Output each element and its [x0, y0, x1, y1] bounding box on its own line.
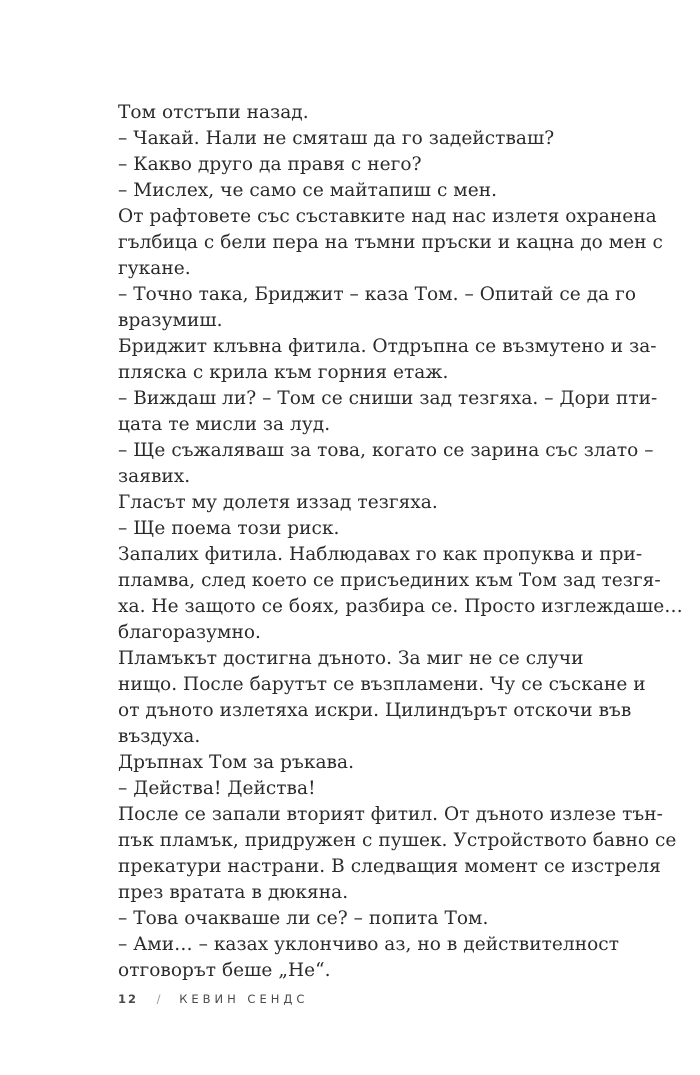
footer-separator: / — [156, 992, 161, 1006]
author-name: КЕВИН СЕНДС — [179, 992, 309, 1006]
text-line: нищо. После барутът се възпламени. Чу се съскане и — [118, 674, 646, 695]
text-line: – Ами… – казах уклончиво аз, но в действителност — [118, 934, 619, 955]
text-line: Том отстъпи назад. — [118, 102, 309, 123]
text-line: ха. Не защото се боях, разбира се. Просто изглеждаше… — [118, 596, 683, 617]
text-line: Дръпнах Том за ръкава. — [118, 752, 355, 773]
text-line: – Действа! Действа! — [118, 778, 316, 799]
text-line: вразумиш. — [118, 310, 223, 331]
text-line: – Това очакваше ли се? – попита Том. — [118, 908, 489, 929]
page-footer — [118, 992, 308, 1006]
text-line: благоразумно. — [118, 622, 261, 643]
text-line: – Мислех, че само се майтапиш с мен. — [118, 180, 498, 201]
text-line: пламва, след което се присъединих към Том зад тезгя- — [118, 570, 661, 591]
text-line: отговорът беше „Не“. — [118, 960, 331, 981]
text-line: – Ще поема този риск. — [118, 518, 340, 539]
text-line: – Ще съжаляваш за това, когато се зарина със злато – — [118, 440, 654, 461]
text-line: цата те мисли за луд. — [118, 414, 331, 435]
text-line: Гласът му долетя иззад тезгяха. — [118, 492, 438, 513]
text-line: заявих. — [118, 466, 191, 487]
text-line: гълбица с бели пера на тъмни пръски и кацна до мен с — [118, 232, 663, 253]
page-body-text — [118, 100, 683, 984]
text-line: Запалих фитила. Наблюдавах го как пропуква и при- — [118, 544, 643, 565]
text-line: пляска с крила към горния етаж. — [118, 362, 449, 383]
text-line: – Виждаш ли? – Том се сниши зад тезгяха. – Дори пти- — [118, 388, 658, 409]
text-line: гукане. — [118, 258, 191, 279]
page-number: 12 — [118, 992, 139, 1006]
text-line: – Чакай. Нали не смяташ да го задействаш? — [118, 128, 555, 149]
text-line: Бриджит клъвна фитила. Отдръпна се възмутено и за- — [118, 336, 657, 357]
text-line: през вратата в дюкяна. — [118, 882, 349, 903]
text-line: пък пламък, придружен с пушек. Устройството бавно се — [118, 830, 677, 851]
text-line: въздуха. — [118, 726, 201, 747]
text-line: Пламъкът достигна дъното. За миг не се случи — [118, 648, 584, 669]
text-line: прекатури настрани. В следващия момент се изстреля — [118, 856, 661, 877]
text-line: – Какво друго да правя с него? — [118, 154, 422, 175]
text-line: От рафтовете със съставките над нас излетя охранена — [118, 206, 657, 227]
text-line: – Точно така, Бриджит – каза Том. – Опитай се да го — [118, 284, 637, 305]
text-line: от дъното излетяха искри. Цилиндърът отскочи във — [118, 700, 632, 721]
text-line: После се запали вторият фитил. От дъното излезе тън- — [118, 804, 663, 825]
